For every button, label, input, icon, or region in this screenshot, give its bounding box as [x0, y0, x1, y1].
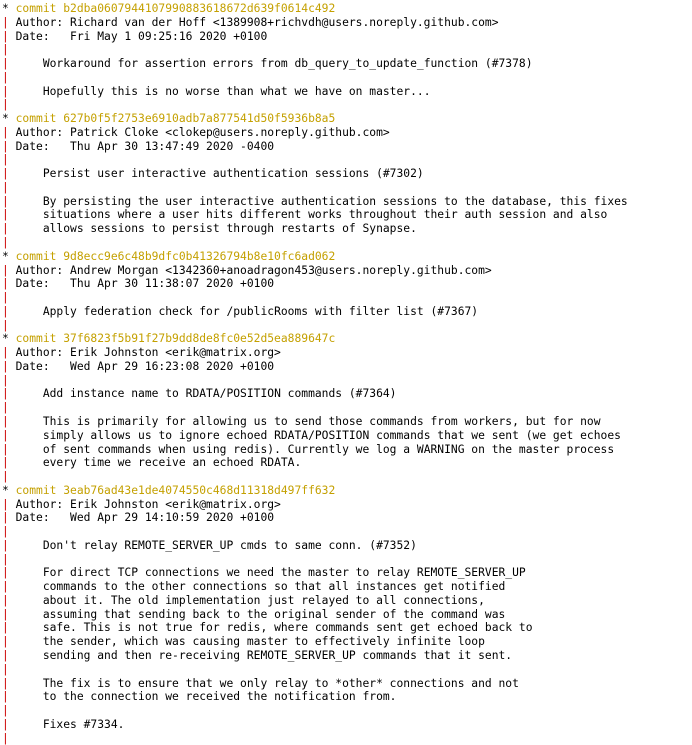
- commit-hash: commit b2dba0607944107990883618672d639f0614c492: [15, 2, 336, 15]
- graph-spacer-line: [2, 153, 692, 167]
- commit-message-line: [2, 305, 692, 319]
- author-text: Author: Patrick Cloke <clokep@users.noreply.github.com>: [15, 125, 390, 139]
- commit-message-line: [2, 57, 692, 71]
- graph-spacer-line: [2, 374, 692, 388]
- author-line: [2, 126, 692, 140]
- graph-spacer-line: [2, 181, 692, 195]
- author-text: Author: Erik Johnston <erik@matrix.org>: [15, 346, 281, 360]
- message-text: Persist user interactive authentication sessions (#7302): [8, 167, 424, 181]
- commit-message-line: [2, 387, 692, 401]
- date-text: Date: Wed Apr 29 14:10:59 2020 +0100: [15, 511, 275, 525]
- graph-pipe: |: [2, 57, 9, 71]
- commit-header-line: [2, 2, 692, 16]
- author-line: [2, 16, 692, 30]
- graph-pipe: |: [2, 194, 9, 208]
- graph-pipe: |: [2, 538, 9, 552]
- graph-spacer-line: [2, 553, 692, 567]
- graph-pipe: |: [2, 291, 9, 305]
- graph-pipe: |: [2, 359, 16, 373]
- message-text: Fixes #7334.: [8, 717, 125, 731]
- graph-pipe: |: [2, 208, 9, 222]
- graph-pipe: |: [2, 648, 9, 662]
- date-text: Date: Thu Apr 30 11:38:07 2020 +0100: [15, 277, 275, 291]
- commit-header-line: [2, 112, 692, 126]
- graph-pipe: |: [2, 607, 9, 621]
- graph-pipe: |: [2, 676, 9, 690]
- graph-pipe: |: [2, 428, 9, 442]
- author-text: Author: Andrew Morgan <1342360+anoadragon453@users.noreply.github.com>: [15, 263, 492, 277]
- commit-header-line: [2, 484, 692, 498]
- graph-pipe: |: [2, 125, 16, 139]
- graph-pipe: |: [2, 263, 16, 277]
- commit-message-line: [2, 608, 692, 622]
- commit-message-line: [2, 718, 692, 732]
- date-line: [2, 511, 692, 525]
- commit-message-line: [2, 677, 692, 691]
- commit-message-line: [2, 621, 692, 635]
- graph-pipe: |: [2, 387, 9, 401]
- graph-star: *: [2, 483, 16, 497]
- graph-spacer-line: [2, 704, 692, 718]
- graph-pipe: |: [2, 566, 9, 580]
- author-text: Author: Erik Johnston <erik@matrix.org>: [15, 497, 281, 511]
- graph-pipe: |: [2, 731, 9, 745]
- graph-pipe: |: [2, 401, 9, 415]
- date-line: [2, 140, 692, 154]
- graph-star: *: [2, 332, 16, 346]
- graph-pipe: |: [2, 621, 9, 635]
- graph-pipe: |: [2, 29, 16, 43]
- author-line: [2, 346, 692, 360]
- graph-spacer-line: [2, 663, 692, 677]
- author-line: [2, 498, 692, 512]
- graph-pipe: |: [2, 690, 9, 704]
- graph-pipe: |: [2, 180, 9, 194]
- graph-pipe: |: [2, 470, 9, 484]
- commit-hash: commit 3eab76ad43e1de4074550c468d11318d497ff632: [15, 483, 336, 497]
- commit-message-line: [2, 690, 692, 704]
- graph-star: *: [2, 2, 16, 15]
- graph-pipe: |: [2, 304, 9, 318]
- commit-header-line: [2, 250, 692, 264]
- graph-pipe: |: [2, 84, 9, 98]
- graph-pipe: |: [2, 373, 9, 387]
- commit-message-line: [2, 456, 692, 470]
- graph-pipe: |: [2, 704, 9, 718]
- graph-pipe: |: [2, 525, 9, 539]
- graph-pipe: |: [2, 635, 9, 649]
- graph-pipe: |: [2, 552, 9, 566]
- message-text: Add instance name to RDATA/POSITION commands (#7364): [8, 387, 397, 401]
- graph-spacer-line: [2, 71, 692, 85]
- graph-pipe: |: [2, 593, 9, 607]
- graph-pipe: |: [2, 98, 9, 112]
- graph-pipe: |: [2, 153, 9, 167]
- graph-pipe: |: [2, 70, 9, 84]
- graph-pipe: |: [2, 318, 9, 332]
- date-text: Date: Fri May 1 09:25:16 2020 +0100: [15, 29, 268, 43]
- message-text: simply allows us to ignore echoed RDATA/POSITION commands that we sent (we get echoes: [8, 428, 621, 442]
- date-line: [2, 360, 692, 374]
- message-text: of sent commands when using redis). Currently we log a WARNING on the master process: [8, 442, 615, 456]
- graph-pipe: |: [2, 442, 9, 456]
- graph-pipe: |: [2, 511, 16, 525]
- commit-message-line: [2, 594, 692, 608]
- commit-hash: commit 627b0f5f2753e6910adb7a877541d50f5936b8a5: [15, 112, 336, 126]
- commit-message-line: [2, 635, 692, 649]
- commit-message-line: [2, 167, 692, 181]
- graph-star: *: [2, 249, 16, 263]
- graph-pipe: |: [2, 167, 9, 181]
- message-text: Apply federation check for /publicRooms with filter list (#7367): [8, 304, 479, 318]
- graph-spacer-line: [2, 319, 692, 333]
- graph-pipe: |: [2, 346, 16, 360]
- commit-message-line: [2, 195, 692, 209]
- message-text: This is primarily for allowing us to send those commands from workers, but for now: [8, 414, 601, 428]
- commit-message-line: [2, 443, 692, 457]
- message-text: The fix is to ensure that we only relay to *other* connections and not: [8, 676, 519, 690]
- graph-pipe: |: [2, 717, 9, 731]
- date-text: Date: Wed Apr 29 16:23:08 2020 +0100: [15, 359, 275, 373]
- message-text: assuming that sending back to the original sender of the command was: [8, 607, 506, 621]
- graph-pipe: |: [2, 15, 16, 29]
- graph-pipe: |: [2, 580, 9, 594]
- graph-spacer-line: [2, 525, 692, 539]
- commit-hash: commit 37f6823f5b91f27b9dd8de8fc0e52d5ea889647c: [15, 332, 336, 346]
- graph-pipe: |: [2, 236, 9, 250]
- message-text: For direct TCP connections we need the master to relay REMOTE_SERVER_UP: [8, 566, 526, 580]
- graph-pipe: |: [2, 662, 9, 676]
- graph-pipe: |: [2, 277, 16, 291]
- date-text: Date: Thu Apr 30 13:47:49 2020 -0400: [15, 139, 275, 153]
- commit-message-line: [2, 566, 692, 580]
- commit-message-line: [2, 85, 692, 99]
- graph-pipe: |: [2, 222, 9, 236]
- message-text: to the connection we received the notification from.: [8, 690, 397, 704]
- message-text: commands to the other connections so that all instances get notified: [8, 580, 506, 594]
- graph-pipe: |: [2, 414, 9, 428]
- commit-message-line: [2, 649, 692, 663]
- message-text: Don't relay REMOTE_SERVER_UP cmds to same conn. (#7352): [8, 538, 417, 552]
- commit-message-line: [2, 539, 692, 553]
- graph-pipe: |: [2, 43, 9, 57]
- graph-pipe: |: [2, 456, 9, 470]
- graph-pipe: |: [2, 497, 16, 511]
- message-text: every time we receive an echoed RDATA.: [8, 456, 302, 470]
- graph-spacer-line: [2, 236, 692, 250]
- graph-star: *: [2, 112, 16, 126]
- commit-hash: commit 9d8ecc9e6c48b9dfc0b41326794b8e10fc6ad062: [15, 249, 336, 263]
- message-text: By persisting the user interactive authentication sessions to the database, this fixes: [8, 194, 628, 208]
- author-line: [2, 264, 692, 278]
- graph-spacer-line: [2, 291, 692, 305]
- commit-header-line: [2, 332, 692, 346]
- graph-spacer-line: [2, 732, 692, 745]
- graph-spacer-line: [2, 43, 692, 57]
- message-text: about it. The old implementation just relayed to all connections,: [8, 593, 485, 607]
- graph-spacer-line: [2, 98, 692, 112]
- commit-message-line: [2, 222, 692, 236]
- author-text: Author: Richard van der Hoff <1389908+richvdh@users.noreply.github.com>: [15, 15, 499, 29]
- commit-message-line: [2, 208, 692, 222]
- commit-message-line: [2, 580, 692, 594]
- date-line: [2, 30, 692, 44]
- commit-message-line: [2, 429, 692, 443]
- graph-spacer-line: [2, 470, 692, 484]
- commit-message-line: [2, 415, 692, 429]
- message-text: Workaround for assertion errors from db_query_to_update_function (#7378): [8, 57, 533, 71]
- message-text: situations where a user hits different works throughout their auth session and also: [8, 208, 608, 222]
- message-text: the sender, which was causing master to effectively infinite loop: [8, 635, 485, 649]
- message-text: sending and then re-receiving REMOTE_SERVER_UP commands that it sent.: [8, 648, 513, 662]
- message-text: safe. This is not true for redis, where commands sent get echoed back to: [8, 621, 533, 635]
- message-text: allows sessions to persist through restarts of Synapse.: [8, 222, 417, 236]
- date-line: [2, 277, 692, 291]
- graph-spacer-line: [2, 401, 692, 415]
- graph-pipe: |: [2, 139, 16, 153]
- message-text: Hopefully this is no worse than what we have on master...: [8, 84, 431, 98]
